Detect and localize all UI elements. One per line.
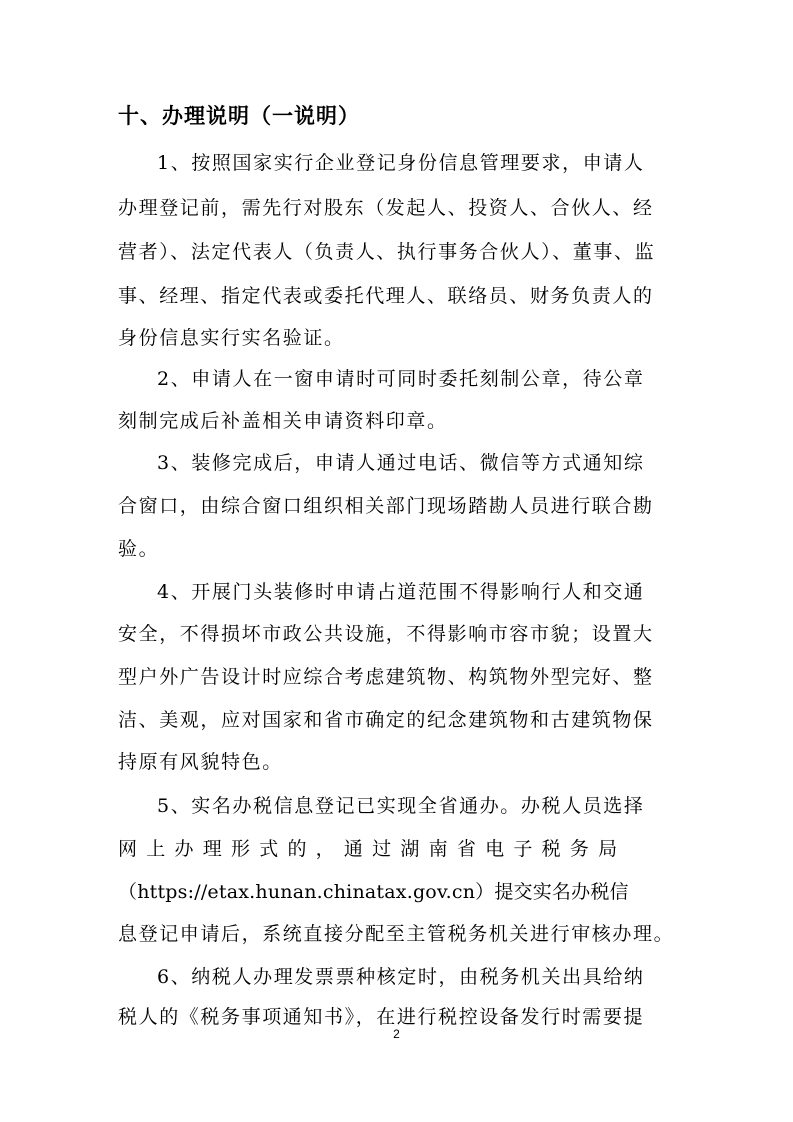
paragraph-6-line-2: 税人的《税务事项通知书》，在进行税控设备发行时需要提: [118, 1006, 645, 1028]
paragraph-2-line-2: 刻制完成后补盖相关申请资料印章。: [118, 410, 448, 432]
paragraph-1-line-4: 事、经理、指定代表或委托代理人、联络员、财务负责人的: [118, 285, 654, 307]
section-heading: 十、办理说明（一说明）: [118, 104, 360, 128]
paragraph-1-line-5: 身份信息实行实名验证。: [118, 327, 345, 349]
paragraph-1-line-1: 1、按照国家实行企业登记身份信息管理要求，申请人: [157, 152, 645, 174]
paragraph-4-line-3: 型户外广告设计时应综合考虑建筑物、构筑物外型完好、整: [118, 666, 654, 688]
paragraph-4-line-4: 洁、美观，应对国家和省市确定的纪念建筑物和古建筑物保: [118, 709, 654, 731]
paragraph-5-line-4: 息登记申请后，系统直接分配至主管税务机关进行审核办理。: [118, 923, 675, 945]
paragraph-4-line-5: 持原有风貌特色。: [118, 751, 283, 773]
paragraph-6-line-1: 6、纳税人办理发票票种核定时，由税务机关出具给纳: [157, 966, 645, 988]
paragraph-3-line-1: 3、装修完成后，申请人通过电话、微信等方式通知综: [157, 452, 645, 474]
paragraph-5-line-2: 网 上 办 理 形 式 的 ， 通 过 湖 南 省 电 子 税 务 局: [118, 838, 619, 860]
paragraph-3-line-2: 合窗口，由综合窗口组织相关部门现场踏勘人员进行联合勘: [118, 495, 654, 517]
paragraph-3-line-3: 验。: [118, 538, 160, 560]
paragraph-5-line-1: 5、实名办税信息登记已实现全省通办。办税人员选择: [157, 795, 645, 817]
paragraph-4-line-2: 安全，不得损坏市政公共设施，不得影响市容市貌；设置大: [118, 623, 654, 645]
paragraph-2-line-1: 2、申请人在一窗申请时可同时委托刻制公章，待公章: [157, 368, 645, 390]
page-number: 2: [393, 1027, 400, 1041]
paragraph-1-line-3: 营者）、法定代表人（负责人、执行事务合伙人）、董事、监: [118, 241, 656, 263]
paragraph-5-line-3: （https://etax.hunan.chinatax.gov.cn）提交实名办税信: [118, 881, 629, 903]
paragraph-4-line-1: 4、开展门头装修时申请占道范围不得影响行人和交通: [157, 581, 645, 603]
paragraph-1-line-2: 办理登记前，需先行对股东（发起人、投资人、合伙人、经: [118, 197, 654, 219]
